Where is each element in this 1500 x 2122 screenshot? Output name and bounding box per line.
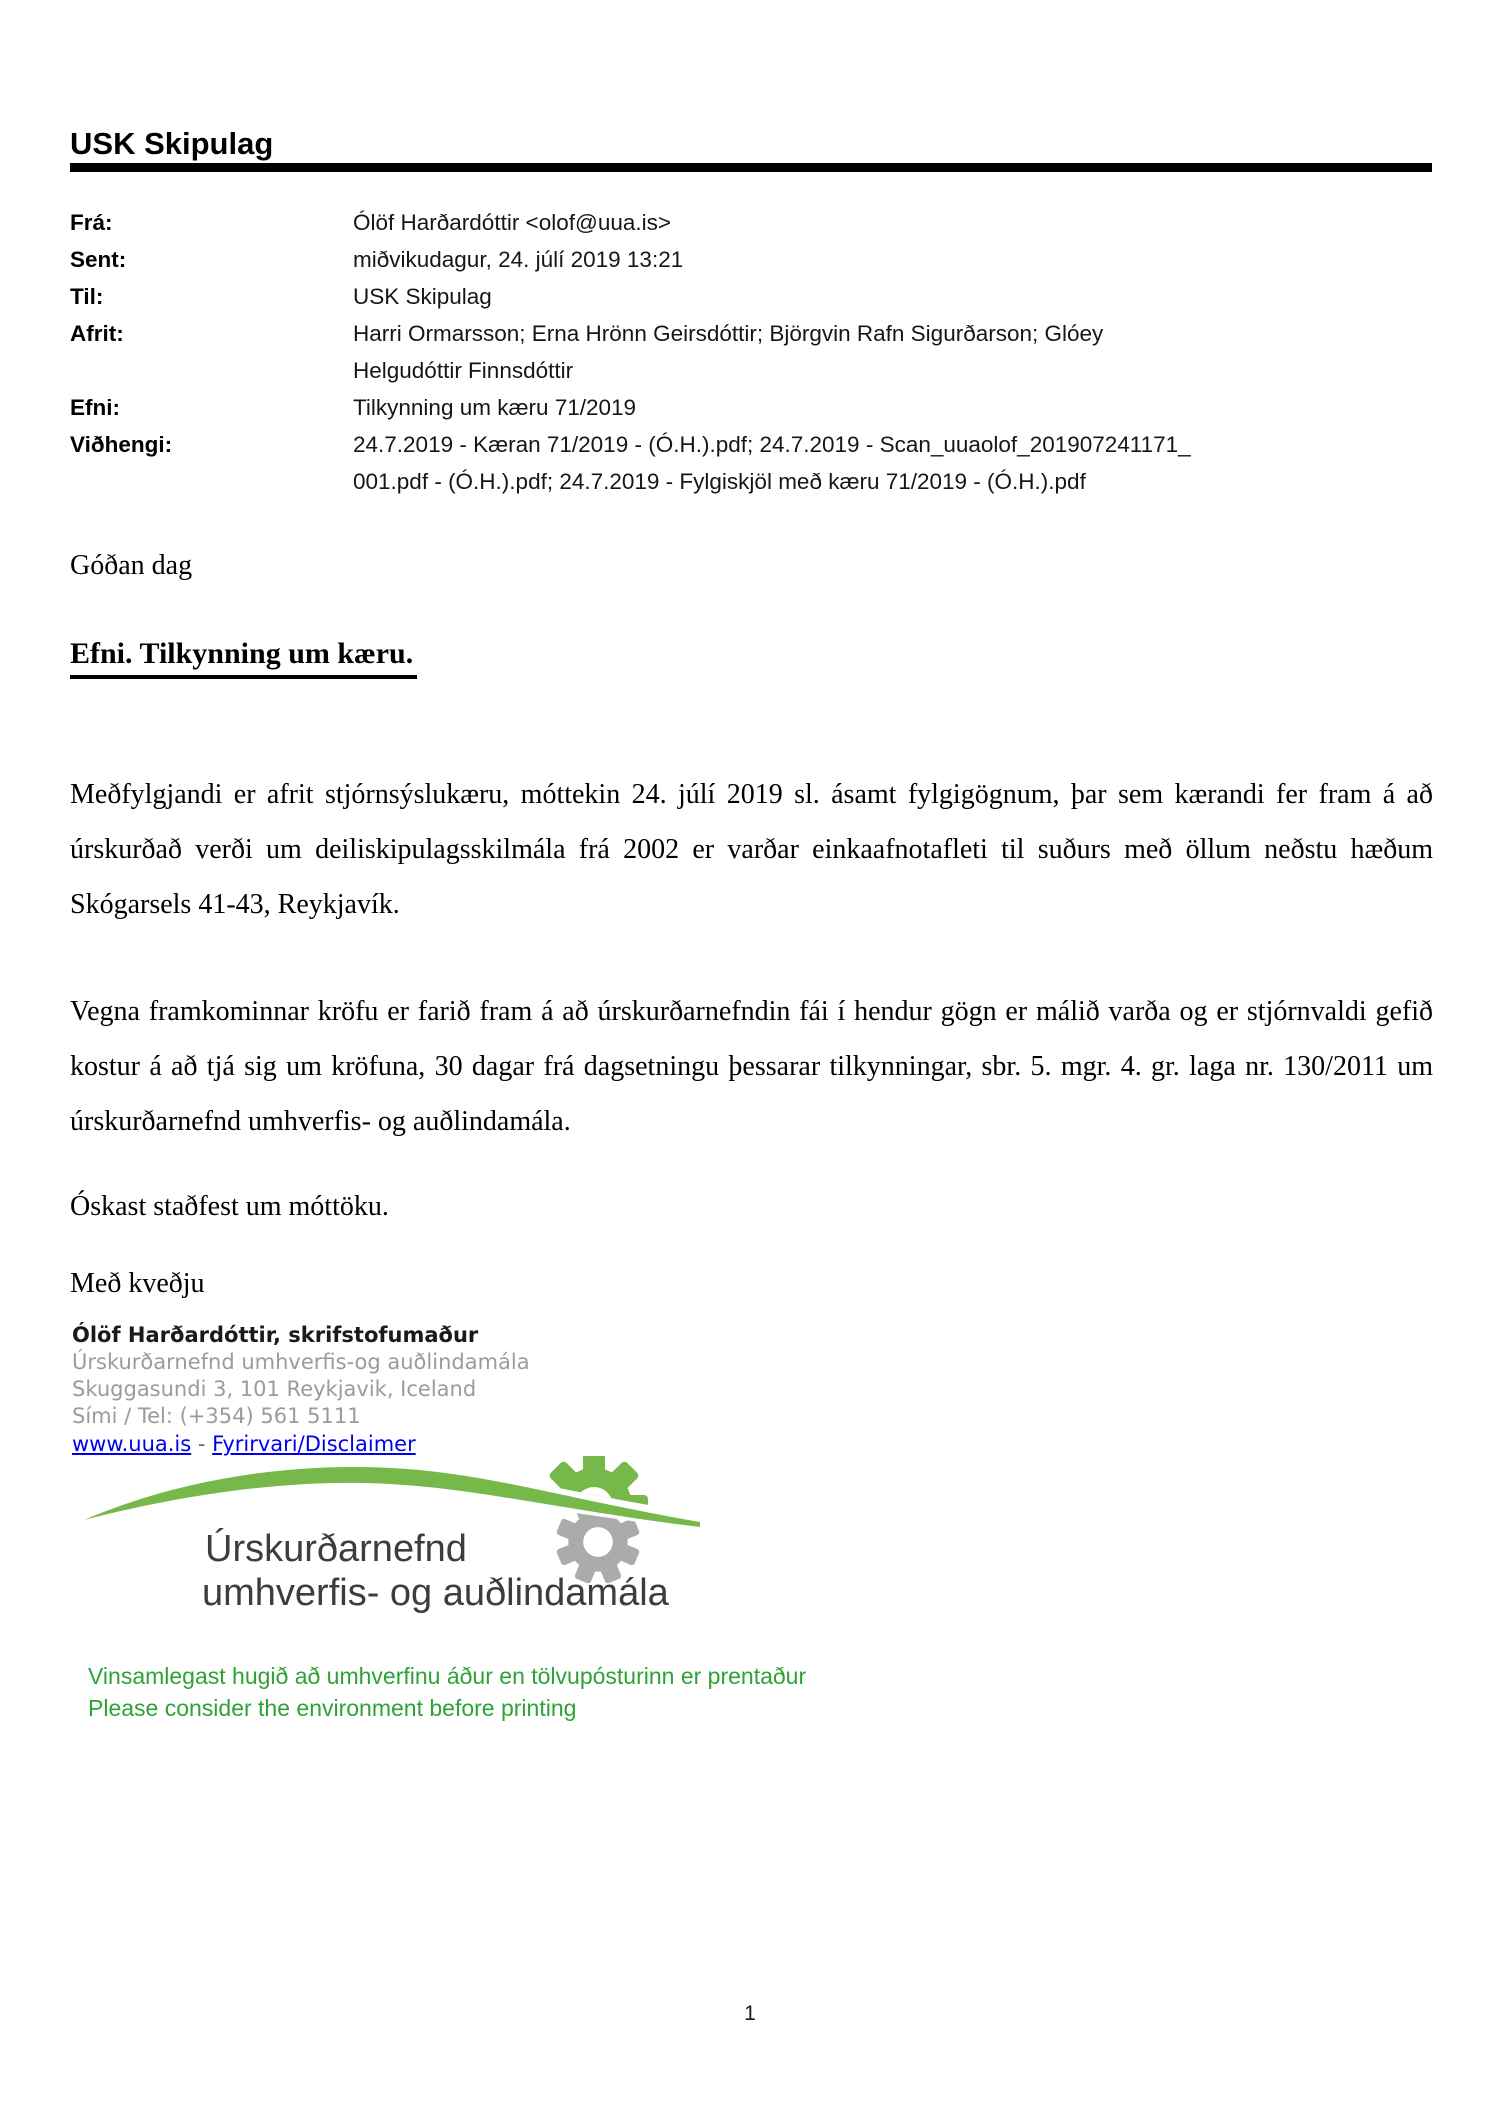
signature-address: Skuggasundi 3, 101 Reykjavik, Iceland bbox=[72, 1377, 477, 1401]
subject-label: Efni: bbox=[70, 395, 120, 420]
from-label: Frá: bbox=[70, 210, 113, 235]
eco-footer-note bbox=[88, 1660, 988, 1724]
signature-name: Ólöf Harðardóttir, skrifstofumaður bbox=[72, 1323, 479, 1347]
cc-value-line2: Helgudóttir Finnsdóttir bbox=[353, 358, 574, 383]
attachments-value bbox=[353, 426, 1450, 500]
sent-value: miðvikudagur, 24. júlí 2019 13:21 bbox=[353, 247, 684, 272]
email-header-block bbox=[70, 204, 1450, 500]
attachments-label: Viðhengi: bbox=[70, 432, 173, 457]
header-row-sent bbox=[70, 241, 1450, 278]
body-paragraph-3: Óskast staðfest um móttöku. bbox=[70, 1191, 389, 1222]
document-title: USK Skipulag bbox=[70, 126, 274, 161]
attachments-value-line2: 001.pdf - (Ó.H.).pdf; 24.7.2019 - Fylgiskjöl með kæru 71/2019 - (Ó.H.).pdf bbox=[353, 469, 1086, 494]
page-number: 1 bbox=[744, 2002, 756, 2025]
attachments-value-line1: 24.7.2019 - Kæran 71/2019 - (Ó.H.).pdf; 24.7.2019 - Scan_uuaolof_201907241171_ bbox=[353, 432, 1191, 457]
email-body bbox=[70, 548, 1433, 1302]
body-paragraph-1: Meðfylgjandi er afrit stjórnsýslukæru, móttekin 24. júlí 2019 sl. ásamt fylgigögnum, þar sem kærandi fer fram á að úrskurðað verði um deiliskipulagsskilmála frá 2002 er varðar einkaafnotafleti til suðurs með öllum neðstu hæðum Skógarsels 41-43, Reykjavík. bbox=[70, 779, 1433, 920]
disclaimer-link[interactable]: Fyrirvari/Disclaimer bbox=[212, 1432, 416, 1456]
cc-label: Afrit: bbox=[70, 321, 124, 346]
link-separator: - bbox=[197, 1432, 206, 1456]
greeting-text: Góðan dag bbox=[70, 550, 193, 581]
eco-line-english: Please consider the environment before printing bbox=[88, 1695, 577, 1721]
header-row-to bbox=[70, 278, 1450, 315]
body-paragraph-2: Vegna framkominnar kröfu er farið fram á að úrskurðarnefndin fái í hendur gögn er málið varða og er stjórnvaldi gefið kostur á að tjá sig um kröfuna, 30 dagar frá dagsetningu þessarar tilkynningar, sbr. 5. mgr. 4. gr. laga nr. 130/2011 um úrskurðarnefnd umhverfis- og auðlindamála. bbox=[70, 996, 1433, 1137]
signature-links-row bbox=[72, 1431, 772, 1458]
cc-value-line1: Harri Ormarsson; Erna Hrönn Geirsdóttir; Björgvin Rafn Sigurðarson; Glóey bbox=[353, 321, 1104, 346]
logo-text-line2: umhverfis- og auðlindamála bbox=[202, 1572, 669, 1614]
closing-text: Með kveðju bbox=[70, 1268, 205, 1299]
cc-value bbox=[353, 315, 1450, 389]
eco-line-icelandic: Vinsamlegast hugið að umhverfinu áður en tölvupósturinn er prentaður bbox=[88, 1663, 807, 1689]
subject-heading: Efni. Tilkynning um kæru. bbox=[70, 636, 1433, 679]
sent-label: Sent: bbox=[70, 247, 127, 272]
header-row-attachments bbox=[70, 426, 1450, 500]
signature-phone: Sími / Tel: (+354) 561 5111 bbox=[72, 1404, 361, 1428]
logo-text-line1: Úrskurðarnefnd bbox=[205, 1528, 467, 1570]
signature-block bbox=[72, 1322, 772, 1458]
header-row-cc bbox=[70, 315, 1450, 389]
website-link[interactable]: www.uua.is bbox=[72, 1432, 192, 1456]
header-row-subject bbox=[70, 389, 1450, 426]
title-divider-rule bbox=[70, 163, 1432, 172]
to-value: USK Skipulag bbox=[353, 284, 492, 309]
header-row-from bbox=[70, 204, 1450, 241]
uua-logo bbox=[82, 1456, 722, 1631]
from-value: Ólöf Harðardóttir <olof@uua.is> bbox=[353, 210, 671, 235]
to-label: Til: bbox=[70, 284, 104, 309]
signature-organization: Úrskurðarnefnd umhverfis-og auðlindamála bbox=[72, 1350, 530, 1374]
subject-value: Tilkynning um kæru 71/2019 bbox=[353, 395, 637, 420]
